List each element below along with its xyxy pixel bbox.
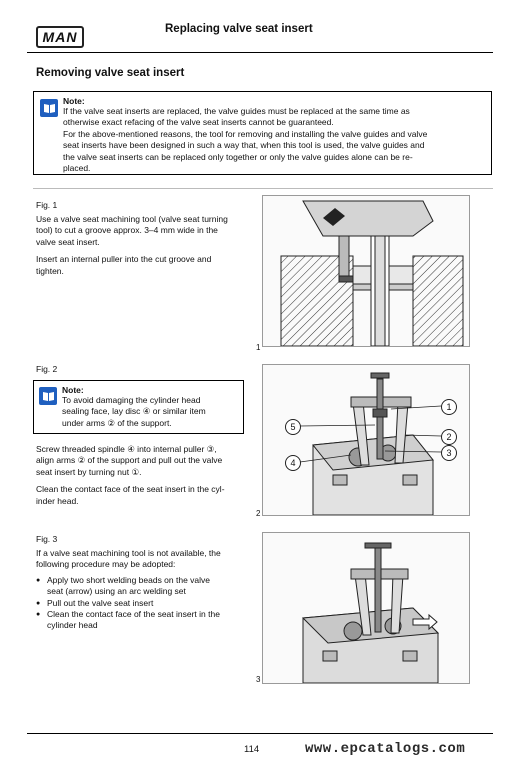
fig1-label: Fig. 1 bbox=[36, 200, 58, 210]
fig2-text bbox=[36, 444, 261, 507]
fig1-number: 1 bbox=[256, 343, 261, 352]
fig2-note-line: To avoid damaging the cylinder head bbox=[62, 395, 201, 405]
fig3-text-line: If a valve seat machining tool is not available, the bbox=[36, 548, 221, 558]
fig2-note-title: Note: bbox=[62, 385, 84, 395]
callout-2: 2 bbox=[441, 429, 457, 445]
fig1-text-line: tool) to cut a groove approx. 3–4 mm wide in the bbox=[36, 225, 218, 236]
fig1-text-line: Use a valve seat machining tool (valve seat turning bbox=[36, 214, 228, 224]
book-info-icon bbox=[39, 387, 57, 405]
bullet-line: seat (arrow) using an arc welding set bbox=[47, 586, 186, 597]
main-note-line: the valve seat inserts can be replaced only together or only the valve guides alone can be re- bbox=[63, 151, 413, 162]
list-item bbox=[36, 609, 261, 632]
page-number: 114 bbox=[244, 744, 260, 755]
fig1-text-line: tighten. bbox=[36, 265, 64, 276]
list-item bbox=[36, 598, 261, 609]
callout-3: 3 bbox=[441, 445, 457, 461]
fig2-image bbox=[262, 364, 470, 516]
callout-5: 5 bbox=[285, 419, 301, 435]
man-logo: MAN bbox=[36, 26, 84, 48]
bullet-line: ● Pull out the valve seat insert bbox=[47, 597, 154, 608]
fig3-number: 3 bbox=[256, 675, 261, 684]
callout-4: 4 bbox=[285, 455, 301, 471]
main-note-line: otherwise exact refacing of the valve seat inserts cannot be guaranteed. bbox=[63, 117, 334, 128]
header-rule bbox=[27, 52, 493, 53]
fig2-text-line: seat insert by turning nut ①. bbox=[36, 466, 142, 477]
main-note-title: Note: bbox=[63, 96, 85, 106]
main-note-line: If the valve seat inserts are replaced, the valve guides must be replaced at the same time as bbox=[63, 106, 410, 116]
fig3-text-line: following procedure may be adopted: bbox=[36, 559, 176, 570]
callout-1: 1 bbox=[441, 399, 457, 415]
fig3-bullet-list bbox=[36, 575, 261, 632]
list-item bbox=[36, 575, 261, 598]
divider bbox=[33, 188, 493, 189]
fig2-text-line: inder head. bbox=[36, 495, 79, 506]
book-info-icon bbox=[40, 99, 58, 117]
fig2-note-box bbox=[33, 380, 244, 434]
bullet-line: cylinder head bbox=[47, 620, 98, 631]
fig2-text-line: align arms ② of the support and pull out the valve bbox=[36, 455, 223, 466]
page-header-title: Replacing valve seat insert bbox=[165, 23, 313, 35]
fig1-text bbox=[36, 214, 261, 277]
section-title: Removing valve seat insert bbox=[36, 67, 185, 79]
main-note-line: For the above-mentioned reasons, the tool for removing and installing the valve guides and valve bbox=[63, 128, 428, 139]
fig1-text-line: Insert an internal puller into the cut groove and bbox=[36, 254, 212, 265]
fig3-image bbox=[262, 532, 470, 684]
fig2-text-line: Clean the contact face of the seat insert in the cyl- bbox=[36, 484, 225, 495]
bullet-line: ● Clean the contact face of the seat insert in the bbox=[47, 609, 220, 620]
fig1-image bbox=[262, 195, 470, 347]
fig2-label: Fig. 2 bbox=[36, 364, 58, 374]
main-note-line: seat inserts have been designed in such a way that, when this tool is used, the valve guides and bbox=[63, 140, 425, 151]
fig1-text-line: valve seat insert. bbox=[36, 236, 100, 247]
footer-rule bbox=[27, 733, 493, 734]
main-note-box bbox=[33, 91, 492, 175]
fig3-label: Fig. 3 bbox=[36, 534, 58, 544]
main-note-line: placed. bbox=[63, 163, 91, 174]
bullet-line: ● Apply two short welding beads on the valve bbox=[47, 574, 211, 585]
fig2-note-line: sealing face, lay disc ④ or similar item bbox=[62, 406, 206, 417]
fig2-number: 2 bbox=[256, 509, 261, 518]
fig2-note-line: under arms ② of the support. bbox=[62, 417, 172, 428]
fig3-text bbox=[36, 548, 261, 632]
watermark-text: www.epcatalogs.com bbox=[305, 741, 466, 757]
fig2-text-line: Screw threaded spindle ④ into internal puller ③, bbox=[36, 444, 217, 454]
